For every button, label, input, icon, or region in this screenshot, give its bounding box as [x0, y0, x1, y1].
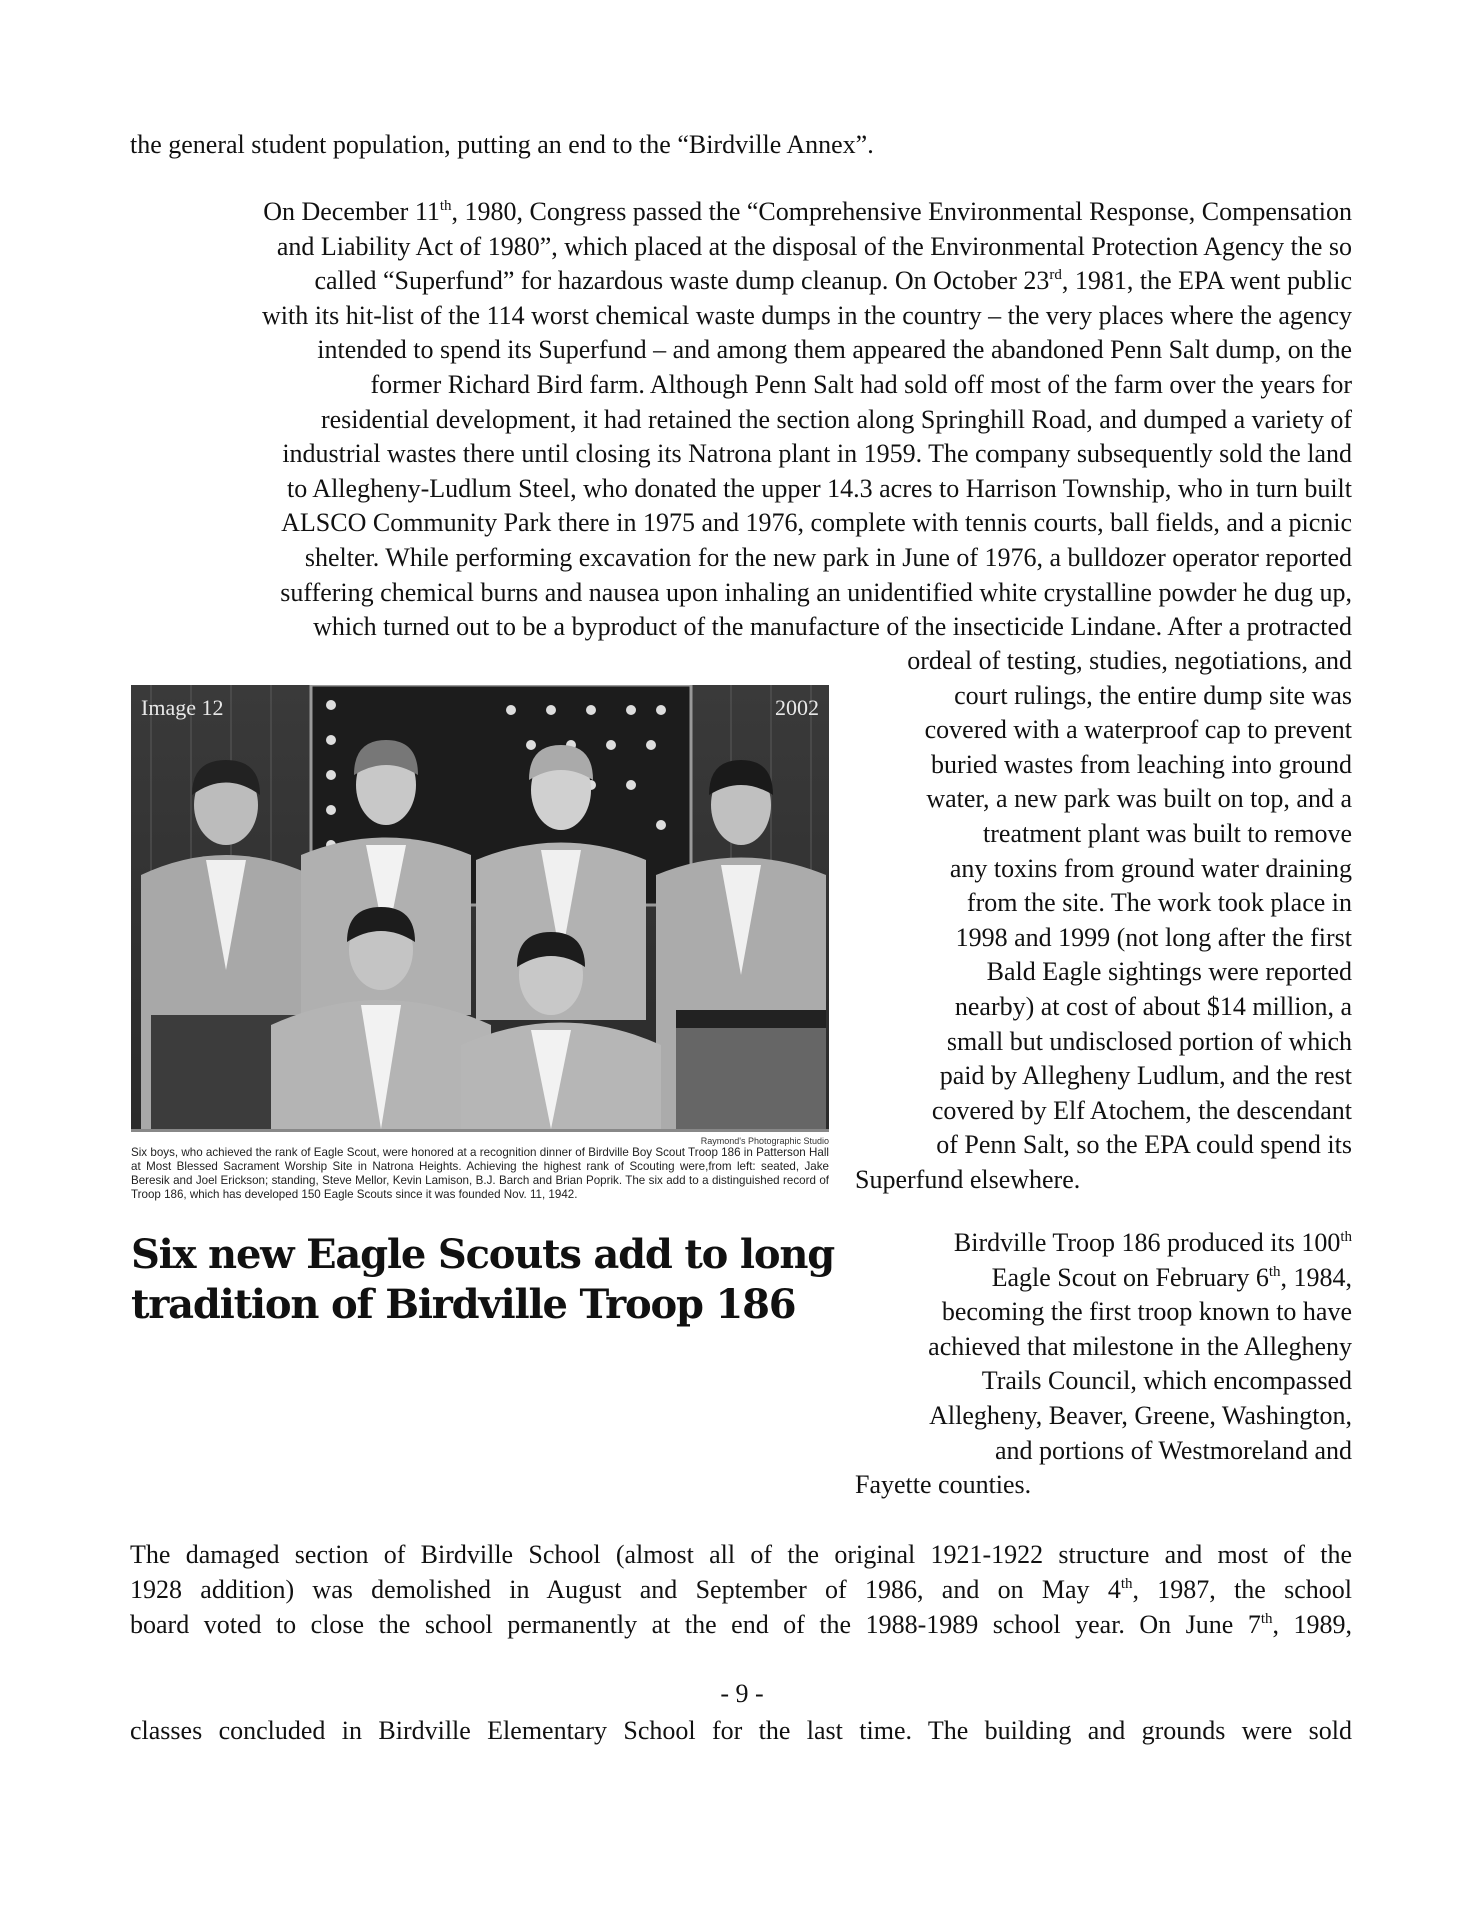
text-line: Trails Council, which encompassed — [981, 1366, 1352, 1396]
text-line: paid by Allegheny Ludlum, and the rest — [939, 1061, 1352, 1091]
text-line: court rulings, the entire dump site was — [954, 680, 1352, 710]
text-line: ordeal of testing, studies, negotiations, and — [907, 646, 1352, 675]
text-line: board voted to close the school permanently at the end of the 1988-1989 school year. On June 7th, 1989, — [130, 1610, 1352, 1639]
photo-illustration — [131, 685, 829, 1129]
text-line: 1928 addition) was demolished in August and September of 1986, and on May 4th, 1987, the school — [130, 1575, 1352, 1604]
superscript: th — [1340, 1229, 1352, 1245]
text-line: Fayette counties. — [855, 1470, 1032, 1500]
text-line: with its hit-list of the 114 worst chemical waste dumps in the country – the very places where the agency — [261, 300, 1352, 330]
text-line: to Allegheny-Ludlum Steel, who donated the upper 14.3 acres to Harrison Township, who in turn built — [287, 473, 1352, 503]
newspaper-headline — [131, 1230, 851, 1330]
text-line: Allegheny, Beaver, Greene, Washington, — [929, 1401, 1352, 1430]
headline-line-1: Six new Eagle Scouts add to long — [131, 1231, 835, 1278]
text-line: of Penn Salt, so the EPA could spend its — [936, 1130, 1352, 1160]
continuation-line: classes concluded in Birdville Elementary School for the last time. The building and grounds were sold — [130, 1716, 1352, 1745]
text-line: achieved that milestone in the Allegheny — [928, 1331, 1352, 1361]
text-line: buried wastes from leaching into ground — [931, 749, 1352, 779]
intro-line: the general student population, putting an end to the “Birdville Annex”. — [130, 130, 874, 159]
text-line: former Richard Bird farm. Although Penn Salt had sold off most of the farm over the years for — [370, 370, 1352, 399]
text-line: intended to spend its Superfund – and among them appeared the abandoned Penn Salt dump, on the — [317, 335, 1352, 365]
text-line: Eagle Scout on February 6th, 1984, — [991, 1262, 1352, 1292]
image-number-label: Image 12 — [141, 695, 224, 720]
superscript: th — [1120, 1576, 1133, 1592]
text-line: nearby) at cost of about $14 million, a — [954, 992, 1352, 1021]
text-line: Birdville Troop 186 produced its 100th — [953, 1228, 1352, 1257]
superscript: th — [1260, 1611, 1273, 1627]
photo-caption: Six boys, who achieved the rank of Eagle Scout, were honored at a recognition dinner of Birdville Boy Scout Troop 186 in Patterson Hall at Most Blessed Sacrament Worship Site in Natrona Heights. Achieving the highest rank of Scouting were,from left: seated, Jake Beresik and Joel Erickson; standing, Steve Mellor, Kevin Lamison, B.J. Barch and Brian Poprik. The six add to a distinguished record of Troop 186, which has developed 150 Eagle Scouts since it was founded Nov. 11, 1942. — [131, 1146, 829, 1201]
text-line: and portions of Westmoreland and — [994, 1435, 1352, 1465]
text-line: 1998 and 1999 (not long after the first — [955, 922, 1352, 952]
text-line: becoming the first troop known to have — [941, 1297, 1352, 1327]
text-line: from the site. The work took place in — [966, 888, 1352, 918]
text-line: covered by Elf Atochem, the descendant — [931, 1095, 1352, 1125]
text-line: covered with a waterproof cap to prevent — [924, 715, 1352, 745]
text-line: The damaged section of Birdville School (almost all of the original 1921-1922 structure and most of the — [130, 1540, 1352, 1569]
text-line: shelter. While performing excavation for the new park in June of 1976, a bulldozer operator reported — [304, 543, 1352, 572]
photo-credit: Raymond's Photographic Studio — [700, 1136, 829, 1146]
superscript: th — [439, 198, 452, 214]
headline-line-2: tradition of Birdville Troop 186 — [131, 1281, 796, 1328]
text-line: Superfund elsewhere. — [855, 1165, 1081, 1194]
text-line: any toxins from ground water draining — [949, 853, 1352, 883]
text-line: residential development, it had retained the section along Springhill Road, and dumped a variety of — [320, 404, 1352, 434]
text-line: On December 11th, 1980, Congress passed the “Comprehensive Environmental Response, Compensation — [263, 197, 1352, 226]
text-line: Bald Eagle sightings were reported — [986, 957, 1352, 987]
text-line: treatment plant was built to remove — [983, 819, 1352, 848]
text-line: ALSCO Community Park there in 1975 and 1976, complete with tennis courts, ball fields, and a picnic — [281, 508, 1352, 538]
image-year-label: 2002 — [775, 695, 819, 720]
text-line: called “Superfund” for hazardous waste dump cleanup. On October 23rd, 1981, the EPA went public — [314, 266, 1352, 296]
page-number: - 9 - — [720, 1679, 764, 1708]
text-line: suffering chemical burns and nausea upon inhaling an unidentified white crystalline powder he dug up, — [280, 577, 1352, 607]
text-line: which turned out to be a byproduct of the manufacture of the insecticide Lindane. After a protracted — [313, 612, 1352, 642]
superscript: th — [1268, 1263, 1281, 1280]
text-line: and Liability Act of 1980”, which placed at the disposal of the Environmental Protection Agency the so — [276, 231, 1352, 261]
scouts-photo — [131, 685, 829, 1132]
text-line: industrial wastes there until closing its Natrona plant in 1959. The company subsequently sold the land — [282, 439, 1352, 469]
text-line: water, a new park was built on top, and a — [926, 784, 1352, 814]
superscript: rd — [1049, 267, 1062, 284]
text-line: small but undisclosed portion of which — [946, 1026, 1352, 1056]
